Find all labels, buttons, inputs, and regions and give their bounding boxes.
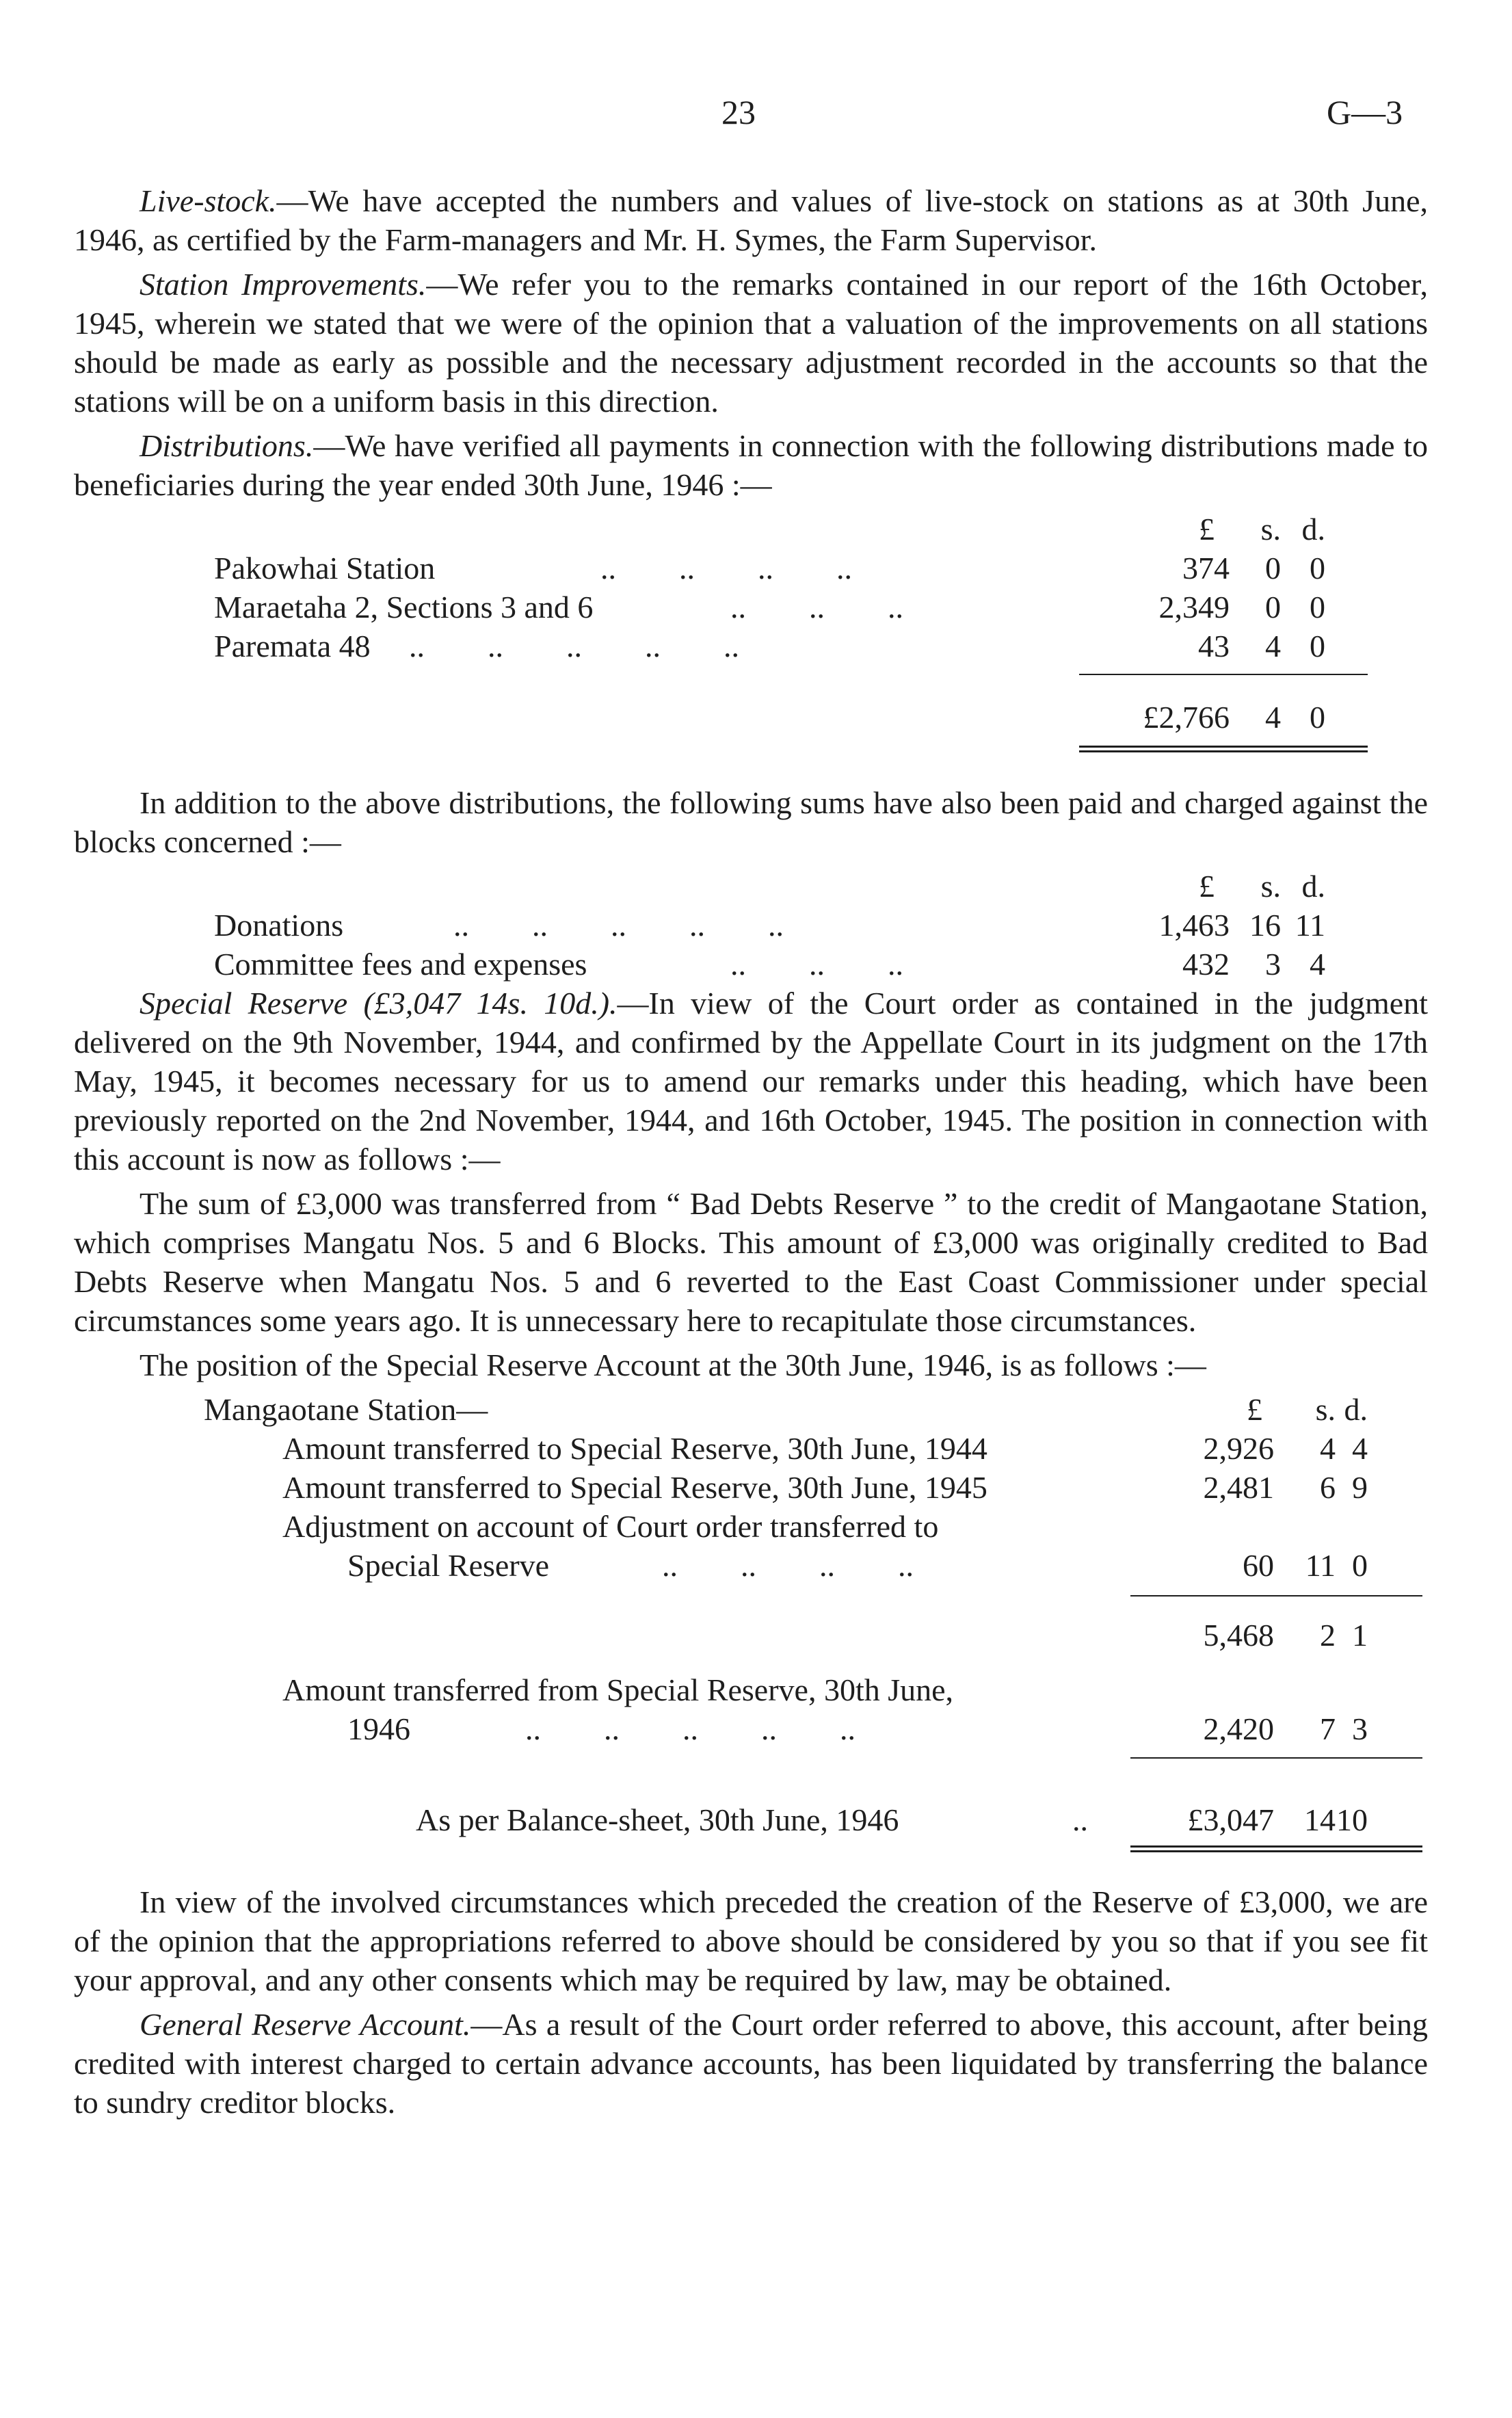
row-label: Committee fees and expenses (214, 947, 587, 982)
distributions-paragraph (74, 426, 1428, 504)
row-pounds: 2,349 (1158, 590, 1230, 625)
subtotal-pence: 1 (1352, 1618, 1368, 1653)
shillings-header: s. (1260, 869, 1281, 904)
table-row (74, 549, 1428, 588)
leader-dots: .. .. .. .. .. (525, 1711, 856, 1746)
row-pounds: 432 (1182, 947, 1230, 982)
final-pounds: £3,047 (1187, 1802, 1274, 1837)
leader-dots: .. .. .. .. (662, 1548, 914, 1583)
table-row (74, 1670, 1428, 1709)
special-reserve-paragraph (74, 984, 1428, 1179)
row-pence: 4 (1310, 947, 1325, 982)
total-row (74, 698, 1428, 737)
pounds-header: £ (1199, 869, 1215, 904)
table-row (74, 906, 1428, 945)
table-header-row (74, 510, 1428, 549)
general-reserve-paragraph (74, 2005, 1428, 2122)
row-pence: 11 (1295, 908, 1325, 943)
row-label: Donations (214, 908, 344, 943)
group-header-row (74, 1390, 1428, 1429)
table-row (74, 627, 1428, 666)
final-pence: 10 (1336, 1802, 1368, 1837)
leader-dots: .. .. .. .. (600, 551, 852, 586)
table-header-row (74, 867, 1428, 906)
general-reserve-heading: General Reserve Account. (140, 2007, 471, 2042)
row-shillings: 7 (1320, 1711, 1336, 1746)
livestock-paragraph (74, 181, 1428, 259)
reserve-final (74, 1800, 1428, 1882)
leader-dots: .. .. .. (730, 947, 903, 982)
row-pounds: 2,420 (1203, 1711, 1274, 1746)
row-shillings: 16 (1249, 908, 1281, 943)
special-reserve-text: —In view of the Court order as contained in the judgment delivered on the 9th November, 1944, and confirmed by the Appellate Court in its judgment on the 17th May, 1945, it becomes necessary for us to amend our remarks under this heading, which have been previously reported on the 2nd November, 1944, and 16th October, 1945. The position in connection with this account is now as follows :— (74, 986, 1428, 1177)
special-reserve-para2: The sum of £3,000 was transferred from “ Bad Debts Reserve ” to the credit of Mangaotane Station, which comprises Mangatu Nos. 5 and 6 Blocks. This amount of £3,000 was originally credited to Bad Debts Reserve when Mangatu Nos. 5 and 6 reverted to the East Coast Commissioner under special circumstances some years ago. It is unnecessary here to recapitulate those circumstances. (74, 1186, 1428, 1338)
table-row (74, 1507, 1428, 1546)
row-pence: 3 (1352, 1711, 1368, 1746)
closing-paragraph: In view of the involved circumstances which preceded the creation of the Reserve of £3,000, we are of the opinion that the appropriations referred to above should be considered by you so that if you see fit your approval, and any other consents which may be required by law, may be obtained. (74, 1884, 1428, 1997)
row-pounds: 2,926 (1203, 1431, 1274, 1466)
subtotal-shillings: 2 (1320, 1618, 1336, 1653)
shillings-header: s. (1315, 1392, 1336, 1427)
row-shillings: 4 (1320, 1431, 1336, 1466)
final-row (74, 1800, 1428, 1839)
row-label: Maraetaha 2, Sections 3 and 6 (214, 590, 594, 625)
group-label: Mangaotane Station— (204, 1392, 488, 1427)
row-label: Paremata 48 (214, 629, 371, 663)
additional-table (74, 867, 1428, 984)
row-pounds: 2,481 (1203, 1470, 1274, 1505)
distributions-table (74, 510, 1428, 783)
shillings-header: s. (1260, 512, 1281, 547)
leader-dots: .. .. .. (730, 590, 903, 625)
row-shillings: 0 (1265, 551, 1281, 586)
special-reserve-heading: Special Reserve (£3,047 14s. 10d.). (140, 986, 618, 1021)
pounds-header: £ (1247, 1392, 1262, 1427)
general-reserve-text: —As a result of the Court order referred to above, this account, after being credited with interest charged to certain advance accounts, has been liquidated by transferring the balance to sundry creditor blocks. (74, 2007, 1428, 2120)
row-pence: 0 (1352, 1548, 1368, 1583)
row-shillings: 3 (1265, 947, 1281, 982)
pounds-header: £ (1199, 512, 1215, 547)
row-label-line2: Special Reserve (347, 1548, 550, 1583)
subtotal-rule (1079, 674, 1368, 675)
subtotal-rule (1130, 1595, 1422, 1596)
row-shillings: 4 (1265, 629, 1281, 663)
series-code: G—3 (1327, 93, 1403, 131)
total-double-rule (1079, 746, 1368, 752)
leader-dots: .. (1072, 1802, 1088, 1837)
total-shillings: 4 (1265, 700, 1281, 735)
row-pence: 0 (1310, 590, 1325, 625)
row-label: Amount transferred to Special Reserve, 30th June, 1945 (282, 1470, 987, 1505)
additional-paragraph: In addition to the above distributions, the following sums have also been paid and charged against the blocks concerned :— (74, 785, 1428, 859)
table-row (74, 1468, 1428, 1507)
subtotal-row (74, 1616, 1428, 1655)
row-pounds: 60 (1243, 1548, 1274, 1583)
special-reserve-para3: The position of the Special Reserve Account at the 30th June, 1946, is as follows :— (140, 1348, 1206, 1382)
distributions-text: —We have verified all payments in connection with the following distributions made to beneficiaries during the year ended 30th June, 1946 :— (74, 428, 1428, 502)
page-number: 23 (721, 93, 756, 131)
livestock-heading: Live-stock. (140, 183, 277, 218)
pence-header: d. (1344, 1392, 1368, 1427)
row-pounds: 374 (1182, 551, 1230, 586)
pence-header: d. (1301, 869, 1325, 904)
final-label: As per Balance-sheet, 30th June, 1946 (416, 1802, 899, 1837)
row-pence: 9 (1352, 1470, 1368, 1505)
total-pence: 0 (1310, 700, 1325, 735)
row-label-line1: Amount transferred from Special Reserve, 30th June, (282, 1672, 954, 1707)
reserve-table (74, 1390, 1428, 1800)
table-row (74, 1429, 1428, 1468)
pence-header: d. (1301, 512, 1325, 547)
row-shillings: 11 (1305, 1548, 1336, 1583)
improvements-heading: Station Improvements. (140, 267, 427, 302)
row-pence: 0 (1310, 629, 1325, 663)
distributions-heading: Distributions. (140, 428, 314, 463)
leader-dots: .. .. .. .. .. (453, 908, 784, 943)
leader-dots: .. .. .. .. .. (409, 629, 739, 663)
row-label: Amount transferred to Special Reserve, 30th June, 1944 (282, 1431, 987, 1466)
row-label-line2: 1946 (347, 1711, 410, 1746)
table-row (74, 1709, 1428, 1748)
final-shillings: 14 (1304, 1802, 1336, 1837)
row-label-line1: Adjustment on account of Court order transferred to (282, 1509, 939, 1544)
page-header (0, 92, 1512, 147)
livestock-text: —We have accepted the numbers and values of live-stock on stations as at 30th June, 1946, as certified by the Farm-managers and Mr. H. Symes, the Farm Supervisor. (74, 183, 1428, 257)
improvements-paragraph (74, 265, 1428, 421)
row-pounds: 43 (1198, 629, 1230, 663)
row-pence: 4 (1352, 1431, 1368, 1466)
table-row (74, 945, 1428, 984)
final-rule (1130, 1757, 1422, 1759)
row-shillings: 0 (1265, 590, 1281, 625)
row-shillings: 6 (1320, 1470, 1336, 1505)
page-body (74, 181, 1428, 2127)
improvements-text: —We refer you to the remarks contained in our report of the 16th October, 1945, wherein we stated that we were of the opinion that a valuation of the improvements on all stations should be made as early as possible and the necessary adjustment recorded in the accounts so that the stations will be on a uniform basis in this direction. (74, 267, 1429, 419)
row-pounds: 1,463 (1158, 908, 1230, 943)
row-label: Pakowhai Station (214, 551, 436, 586)
subtotal-pounds: 5,468 (1203, 1618, 1274, 1653)
final-double-rule (1130, 1845, 1422, 1852)
table-row (74, 1546, 1428, 1585)
total-pounds: £2,766 (1143, 700, 1230, 735)
table-row (74, 588, 1428, 627)
row-pence: 0 (1310, 551, 1325, 586)
